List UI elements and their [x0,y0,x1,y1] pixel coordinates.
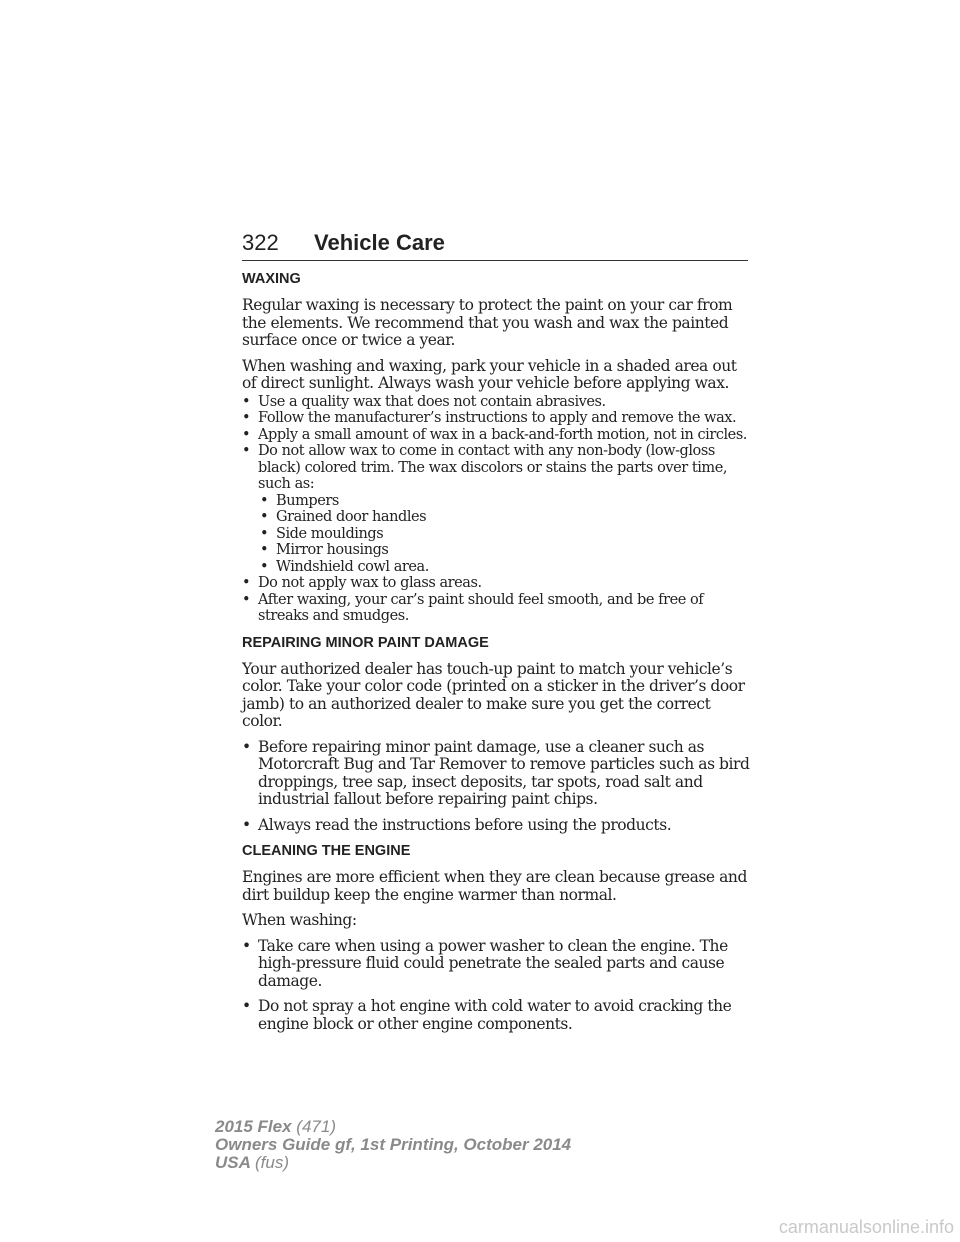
print-footer [215,1118,571,1172]
page-header [242,228,748,261]
list-item: • Before repairing minor paint damage, use a cleaner such as Motorcraft Bug and Tar Remover to remove particles such as bird droppings, tree sap, insect deposits, tar spots, road salt and industrial fallout before repairing paint chips. [242,739,752,809]
list-item-trim [242,443,752,575]
watermark: carmanualsonline.info [778,1217,954,1237]
trim-sub-list [258,493,752,576]
sub-list-item: • Side mouldings [258,526,752,543]
list-item: • Apply a small amount of wax in a back-and-forth motion, not in circles. [242,427,752,444]
footer-model-code: (471) [296,1117,336,1136]
list-item: • Follow the manufacturer’s instructions to apply and remove the wax. [242,410,752,427]
waxing-paragraph-2: When washing and waxing, park your vehicle in a shaded area out of direct sunlight. Always wash your vehicle before applying wax. [242,356,737,392]
section-title: Vehicle Care [314,230,445,255]
list-item: • Do not apply wax to glass areas. [242,575,752,592]
list-item-text: Do not allow wax to come in contact with any non-body (low-gloss black) colored trim. The wax discolors or stains the parts over time, such as: [258,443,728,492]
paint-paragraph-1: Your authorized dealer has touch-up paint to match your vehicle’s color. Take your color code (printed on a sticker in the driver’s door jamb) to an authorized dealer to make sure you get the correct color. [242,659,745,730]
sub-list-item: • Grained door handles [258,509,752,526]
engine-paragraph-2: When washing: [242,911,357,929]
sub-list-item: • Mirror housings [258,542,752,559]
page-number: 322 [242,230,279,255]
sub-list-item: • Bumpers [258,493,752,510]
sub-list-item: • Windshield cowl area. [258,559,752,576]
footer-line-2: Owners Guide gf, 1st Printing, October 2014 [215,1135,572,1154]
list-item: • Always read the instructions before using the products. [242,817,752,835]
list-item: • Do not spray a hot engine with cold water to avoid cracking the engine block or other engine components. [242,998,752,1033]
footer-market: USA [215,1153,251,1172]
engine-heading: CLEANING THE ENGINE [242,843,411,859]
waxing-paragraph-1: Regular waxing is necessary to protect the paint on your car from the elements. We recommend that you wash and wax the painted surface once or twice a year. [242,296,733,349]
list-item: • Take care when using a power washer to clean the engine. The high-pressure fluid could penetrate the sealed parts and cause damage. [242,938,752,991]
footer-market-code: (fus) [255,1153,289,1172]
footer-line-1 [215,1118,571,1136]
waxing-heading: WAXING [242,271,301,287]
paint-heading: REPAIRING MINOR PAINT DAMAGE [242,634,489,651]
list-item: • After waxing, your car’s paint should feel smooth, and be free of streaks and smudges. [242,592,752,625]
engine-paragraph-1: Engines are more efficient when they are clean because grease and dirt buildup keep the engine warmer than normal. [242,868,747,904]
paint-bullet-list [242,739,752,835]
engine-bullet-list [242,938,752,1034]
list-item: • Use a quality wax that does not contain abrasives. [242,394,752,411]
footer-line-3 [215,1154,571,1172]
footer-model: 2015 Flex [215,1117,292,1136]
page-content [242,270,752,1041]
waxing-bullet-list [242,394,752,625]
